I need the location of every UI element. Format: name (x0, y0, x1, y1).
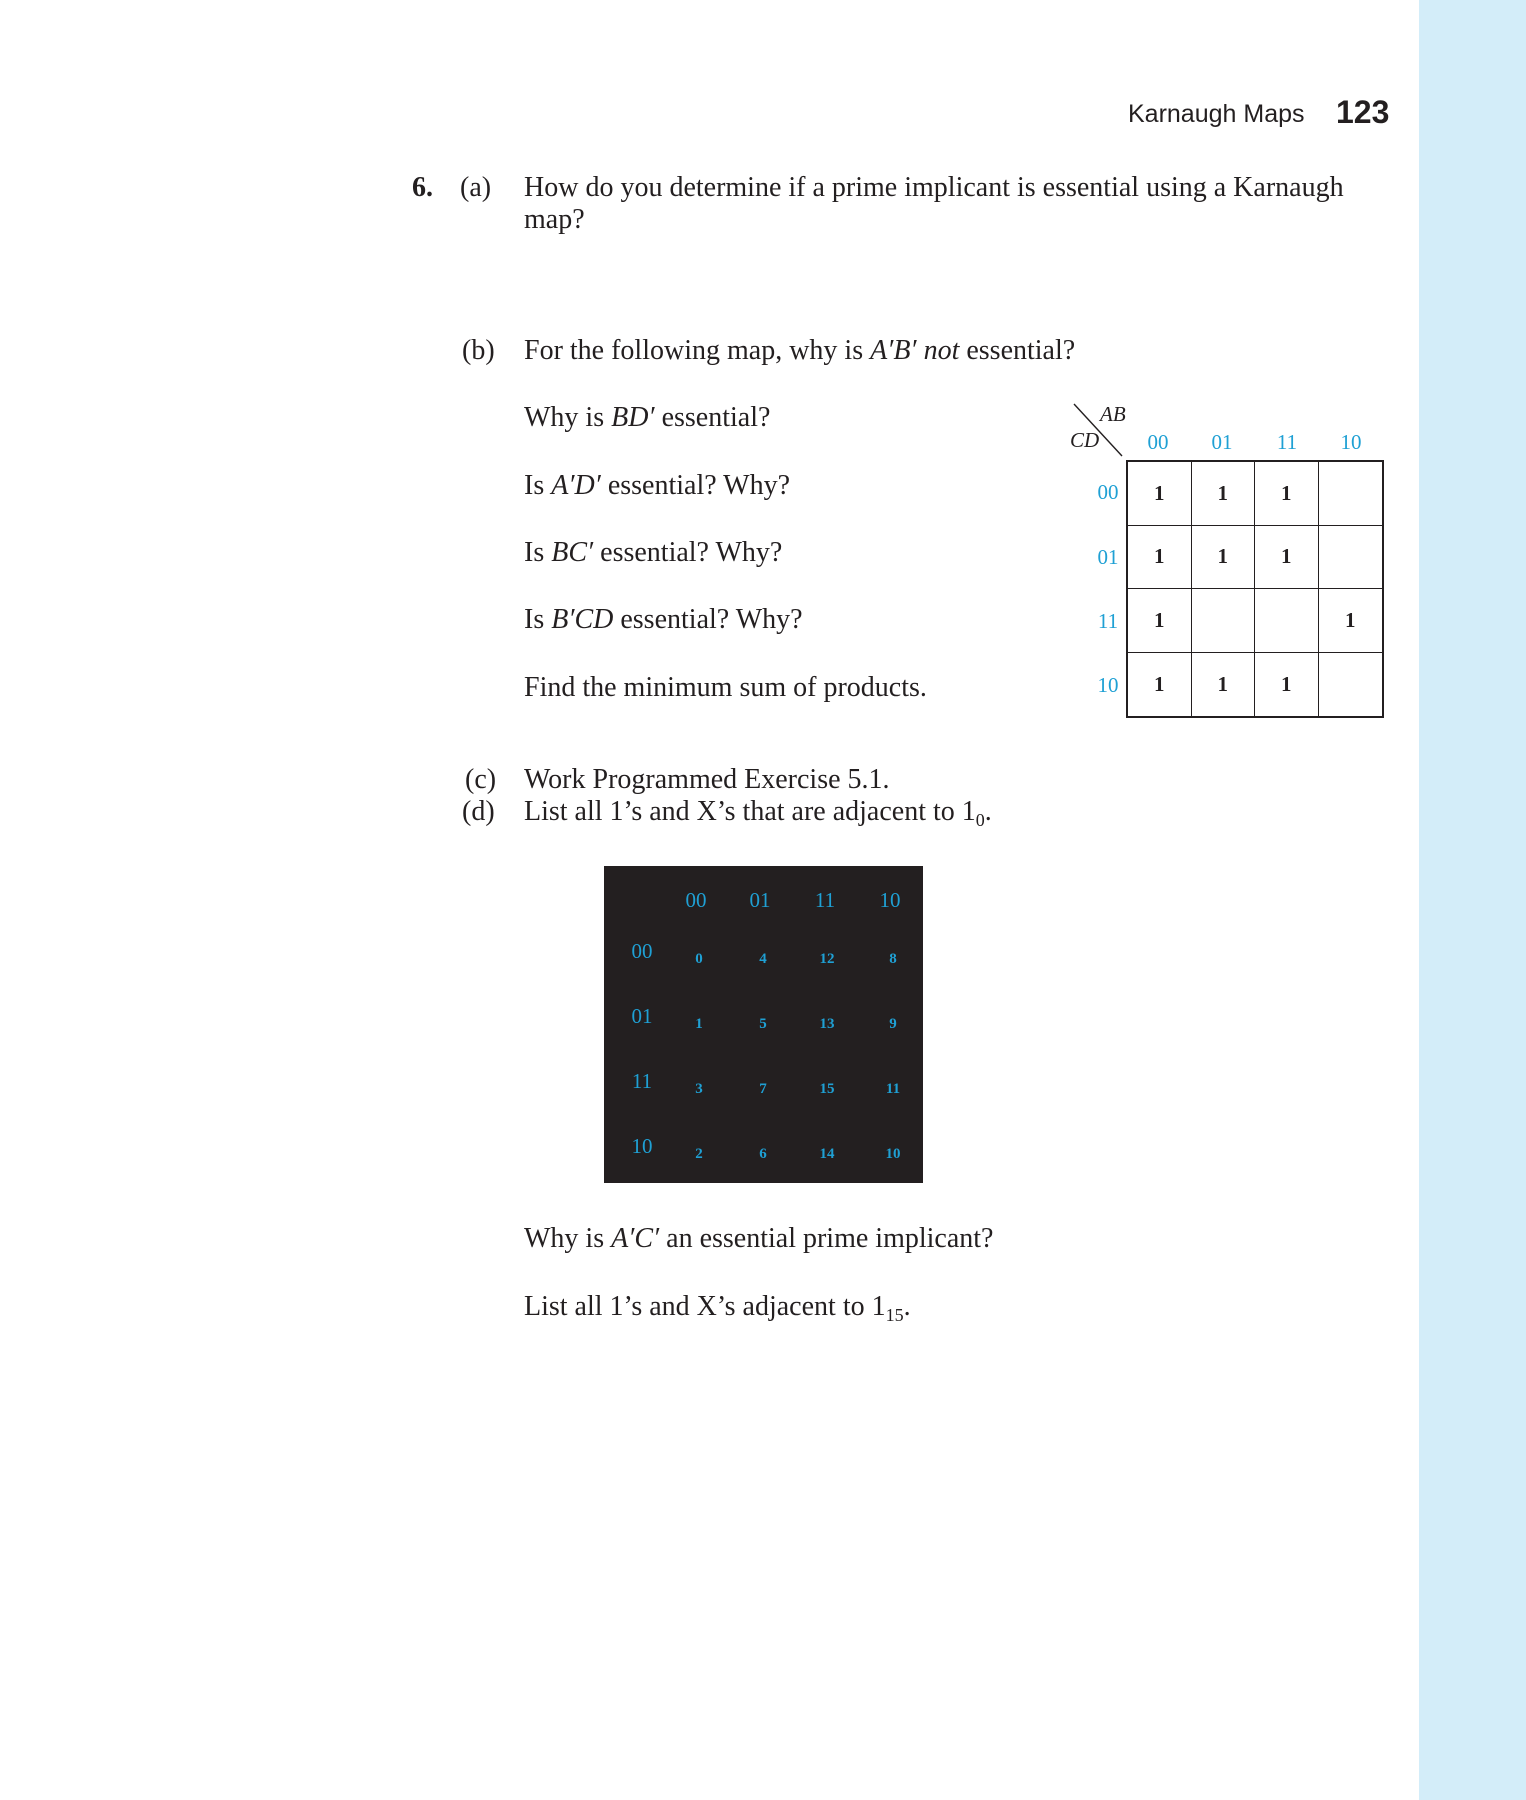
minterm-number: 15 (819, 1081, 835, 1097)
row-label: 10 (631, 1134, 653, 1158)
kmap-cell (1192, 589, 1256, 653)
problem-number: 6. (412, 172, 433, 203)
part-d-question: List all 1’s and X’s adjacent to $1_{15}$. (524, 1291, 911, 1325)
minterm-number: 2 (695, 1146, 703, 1162)
col-label: 00 (1147, 430, 1169, 454)
part-a-label: (a) (460, 172, 492, 203)
minterm-number: 3 (695, 1081, 703, 1097)
minterm-number: 6 (759, 1146, 767, 1162)
part-b-question: Is BC′ essential? Why? (524, 537, 783, 568)
part-d-question: Why is A′C′ an essential prime implicant? (524, 1223, 994, 1254)
kmap-cell: 1 (1128, 462, 1192, 526)
kmap-cell: 1 (1128, 526, 1192, 590)
kmap-cell (1319, 526, 1383, 590)
minterm-number: 5 (759, 1016, 767, 1032)
row-label: 00 (631, 939, 653, 963)
part-d-label: (d) (462, 796, 495, 827)
row-label: 11 (1097, 609, 1119, 633)
col-label: 00 (685, 888, 707, 912)
part-b-question: Is B′CD essential? Why? (524, 604, 803, 635)
minterm-number: 0 (695, 951, 703, 967)
kmap-cell: 1 (1128, 653, 1192, 717)
minterm-number: 12 (819, 951, 835, 967)
kmap-cell (1255, 589, 1319, 653)
minterm-map (604, 866, 923, 1183)
kmap-cell: 1 (1192, 462, 1256, 526)
row-label: 01 (631, 1004, 653, 1028)
row-label: 11 (631, 1069, 653, 1093)
minterm-number: 10 (885, 1146, 901, 1162)
minterm-number: 9 (889, 1016, 897, 1032)
kmap-cell: 1 (1255, 526, 1319, 590)
minterm-number: 4 (759, 951, 767, 967)
col-label: 10 (1340, 430, 1362, 454)
kmap-cell: 1 (1319, 589, 1383, 653)
minterm-number: 8 (889, 951, 897, 967)
part-c-label: (c) (465, 764, 497, 795)
part-b-label: (b) (462, 335, 495, 366)
col-label: 11 (1276, 430, 1298, 454)
part-b-question: Why is BD′ essential? (524, 402, 771, 433)
kmap-cell: 1 (1255, 462, 1319, 526)
kmap-cell (1319, 462, 1383, 526)
col-label: 01 (1211, 430, 1233, 454)
row-label: 10 (1097, 673, 1119, 697)
minterm-number: 1 (695, 1016, 703, 1032)
part-c-text: Work Programmed Exercise 5.1. (524, 764, 890, 795)
page-margin-band (1419, 0, 1526, 1800)
minterm-number: 13 (819, 1016, 835, 1032)
kmap-cell: 1 (1192, 526, 1256, 590)
minterm-number: 14 (819, 1146, 835, 1162)
part-b-intro: For the following map, why is A′B′ not essential? (524, 335, 1076, 366)
col-label: 11 (814, 888, 836, 912)
kmap-cell: 1 (1128, 589, 1192, 653)
kmap-cell (1319, 653, 1383, 717)
kmap-cell: 1 (1192, 653, 1256, 717)
row-variable-label: CD (1070, 428, 1100, 452)
col-variable-label: AB (1100, 402, 1126, 426)
karnaugh-map-b (1060, 402, 1390, 722)
part-b-question: Find the minimum sum of products. (524, 672, 927, 703)
part-b-question: Is A′D′ essential? Why? (524, 470, 791, 501)
part-a-question: How do you determine if a prime implicant is essential using a Karnaugh map? (524, 172, 1344, 235)
row-label: 01 (1097, 545, 1119, 569)
minterm-number: 7 (759, 1081, 767, 1097)
kmap-grid (1126, 460, 1384, 718)
row-label: 00 (1097, 480, 1119, 504)
col-label: 10 (879, 888, 901, 912)
part-d-text: List all 1’s and X’s that are adjacent to $1_0$. (524, 796, 992, 830)
minterm-number: 11 (885, 1081, 901, 1097)
kmap-cell: 1 (1255, 653, 1319, 717)
running-header-title: Karnaugh Maps (1128, 100, 1305, 128)
page-number: 123 (1336, 94, 1390, 130)
col-label: 01 (749, 888, 771, 912)
